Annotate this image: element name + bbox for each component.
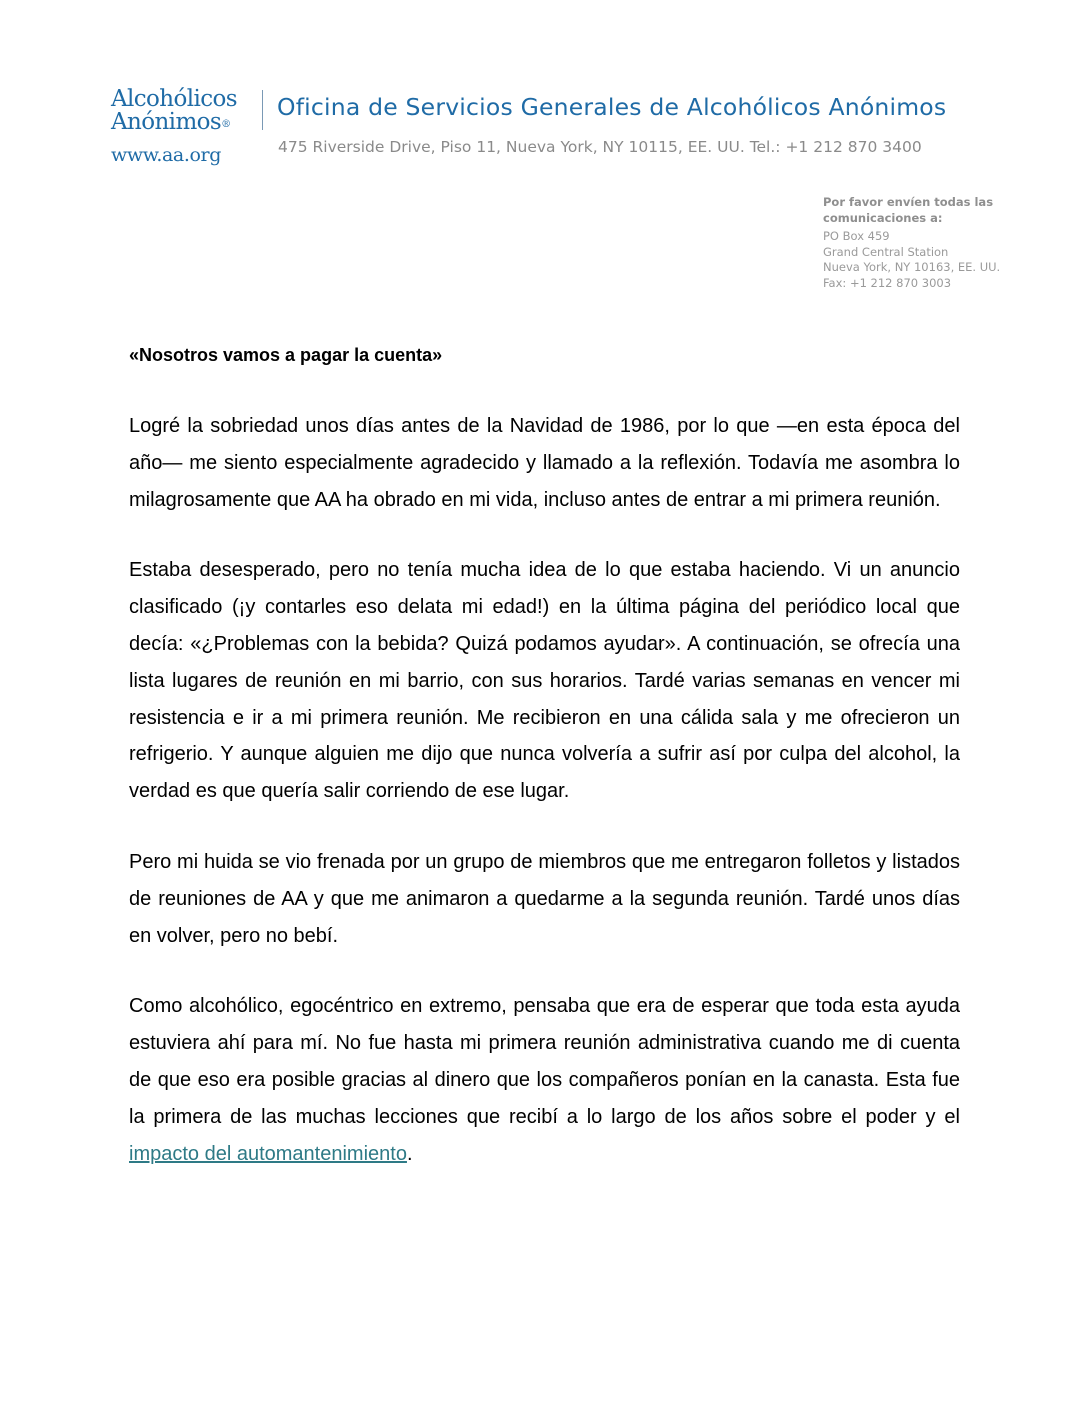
mailing-heading: Por favor envíen todas las comunicaciones a: bbox=[823, 195, 994, 225]
paragraph-1: Logré la sobriedad unos días antes de la Navidad de 1986, por lo que —en esta época del año— me siento especialmente agradecido y llamado a la reflexión. Todavía me asombra lo milagrosamente que AA ha obrado en mi vida, incluso antes de entrar a mi primera reunión. bbox=[129, 415, 960, 511]
logo-line-2 bbox=[111, 111, 237, 134]
document-body bbox=[129, 408, 960, 1206]
mailing-line: Nueva York, NY 10163, EE. UU. bbox=[823, 260, 1001, 274]
logo-url: www.aa.org bbox=[111, 144, 221, 166]
document-title: «Nosotros vamos a pagar la cuenta» bbox=[129, 345, 443, 365]
paragraph-2: Estaba desesperado, pero no tenía mucha idea de lo que estaba haciendo. Vi un anuncio clasificado (¡y contarles eso delata mi edad!) en la última página del periódico local que decía: «¿Problemas con la bebida? Quizá podamos ayudar». A continuación, se ofrecía una lista lugares de reunión en mi barrio, con sus horarios. Tardé varias semanas en vencer mi resistencia e ir a mi primera reunión. Me recibieron en una cálida sala y me ofrecieron un refrigerio. Y aunque alguien me dijo que nunca volvería a sufrir así por culpa del alcohol, la verdad es que quería salir corriendo de ese lugar. bbox=[129, 559, 960, 803]
logo-line-1: Alcohólicos bbox=[111, 86, 237, 112]
mailing-line: Grand Central Station bbox=[823, 244, 949, 259]
mailing-line: Fax: +1 212 870 3003 bbox=[823, 275, 952, 290]
automantenimiento-link[interactable]: impacto del automantenimiento bbox=[129, 1142, 407, 1165]
mailing-line: PO Box 459 bbox=[823, 229, 890, 243]
aa-logo bbox=[111, 88, 237, 166]
paragraph-4 bbox=[129, 988, 960, 1172]
office-title: Oficina de Servicios Generales de Alcohólicos Anónimos bbox=[277, 93, 947, 121]
logo-line-2-text: Anónimos bbox=[111, 109, 222, 135]
office-address: 475 Riverside Drive, Piso 11, Nueva York, NY 10115, EE. UU. Tel.: +1 212 870 3400 bbox=[278, 138, 922, 156]
header-divider bbox=[262, 90, 263, 130]
paragraph-3: Pero mi huida se vio frenada por un grupo de miembros que me entregaron folletos y listados de reuniones de AA y que me animaron a quedarme a la segunda reunión. Tardé unos días en volver, pero no bebí. bbox=[129, 850, 960, 947]
paragraph-4-text: Como alcohólico, egocéntrico en extremo, pensaba que era de esperar que toda esta ayuda estuviera ahí para mí. No fue hasta mi primera reunión administrativa cuando me di cuenta de que eso era posible gracias al dinero que los compañeros ponían en la canasta. Esta fue la primera de las muchas lecciones que recibí a lo largo de los años sobre el poder y el bbox=[129, 995, 960, 1128]
registered-mark: ® bbox=[221, 119, 231, 130]
paragraph-4-end: . bbox=[406, 1142, 413, 1165]
mailing-address-block bbox=[823, 195, 1013, 291]
